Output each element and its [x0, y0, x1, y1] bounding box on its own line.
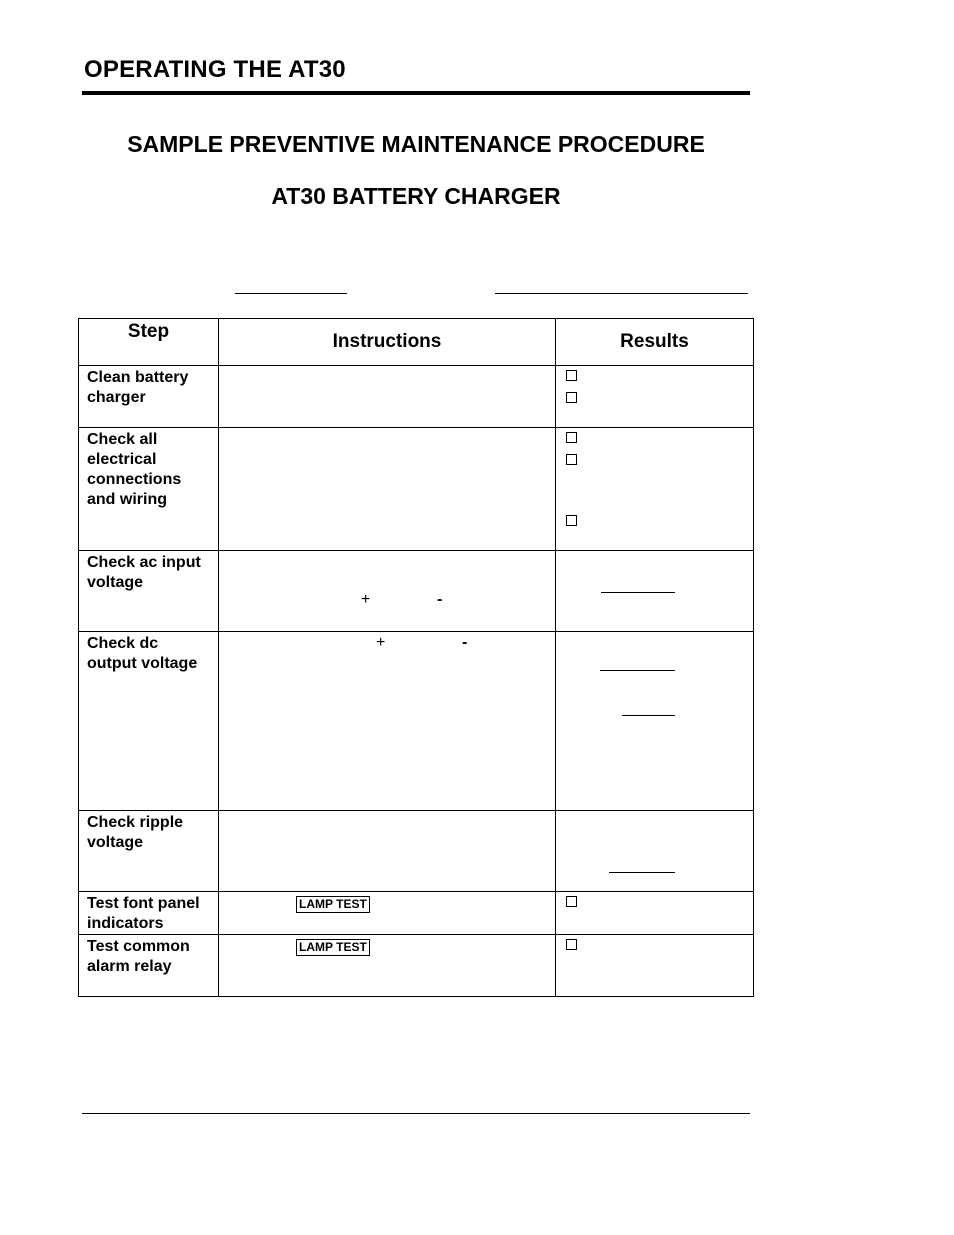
instructions-cell — [219, 632, 556, 811]
step-label: Test font panel indicators — [87, 895, 200, 932]
instructions-cell — [219, 935, 556, 997]
step-label: Check ac input voltage — [87, 554, 201, 591]
result-checkbox[interactable] — [566, 392, 577, 403]
column-header-instructions: Instructions — [219, 319, 556, 366]
column-header-step: Step — [79, 319, 219, 366]
header-rule — [82, 91, 750, 95]
instructions-cell — [219, 892, 556, 935]
instructions-cell — [219, 551, 556, 632]
lamp-test-button[interactable]: LAMP TEST — [296, 896, 370, 913]
step-label: Check all electrical connections and wiring — [87, 431, 182, 508]
step-label: Check dc output voltage — [87, 635, 198, 672]
table-header-row — [79, 319, 754, 366]
step-label: Test common alarm relay — [87, 938, 190, 975]
positive-terminal-symbol: + — [361, 591, 371, 608]
voltage-entry-line[interactable] — [622, 715, 675, 716]
result-checkbox[interactable] — [566, 939, 577, 950]
lamp-test-button[interactable]: LAMP TEST — [296, 939, 370, 956]
result-checkbox[interactable] — [566, 432, 577, 443]
results-cell — [556, 811, 754, 892]
results-cell — [556, 935, 754, 997]
result-checkbox[interactable] — [566, 515, 577, 526]
ripple-entry-line[interactable] — [609, 872, 675, 873]
results-cell — [556, 892, 754, 935]
instructions-cell — [219, 428, 556, 551]
step-label: Check ripple voltage — [87, 814, 184, 851]
results-cell — [556, 551, 754, 632]
negative-terminal-symbol: - — [462, 634, 468, 651]
document-subtitle: AT30 BATTERY CHARGER — [271, 183, 561, 209]
table-row — [79, 366, 754, 428]
table-row — [79, 551, 754, 632]
name-blank-line[interactable] — [495, 293, 748, 294]
column-header-results: Results — [556, 319, 754, 366]
result-checkbox[interactable] — [566, 454, 577, 465]
table-row — [79, 811, 754, 892]
results-cell — [556, 366, 754, 428]
date-blank-line[interactable] — [235, 293, 347, 294]
positive-terminal-symbol: + — [376, 634, 386, 651]
table-row — [79, 935, 754, 997]
voltage-entry-line[interactable] — [600, 670, 675, 671]
table-row — [79, 428, 754, 551]
result-checkbox[interactable] — [566, 896, 577, 907]
document-title: SAMPLE PREVENTIVE MAINTENANCE PROCEDURE — [127, 131, 705, 157]
footer-rule — [82, 1113, 750, 1114]
instructions-cell — [219, 366, 556, 428]
voltage-entry-line[interactable] — [601, 592, 675, 593]
section-title: OPERATING THE AT30 — [84, 56, 346, 83]
results-cell — [556, 632, 754, 811]
result-checkbox[interactable] — [566, 370, 577, 381]
maintenance-table — [78, 318, 754, 997]
step-label: Clean battery charger — [87, 369, 189, 406]
instructions-cell — [219, 811, 556, 892]
table-row — [79, 632, 754, 811]
negative-terminal-symbol: - — [437, 591, 443, 608]
table-row — [79, 892, 754, 935]
results-cell — [556, 428, 754, 551]
